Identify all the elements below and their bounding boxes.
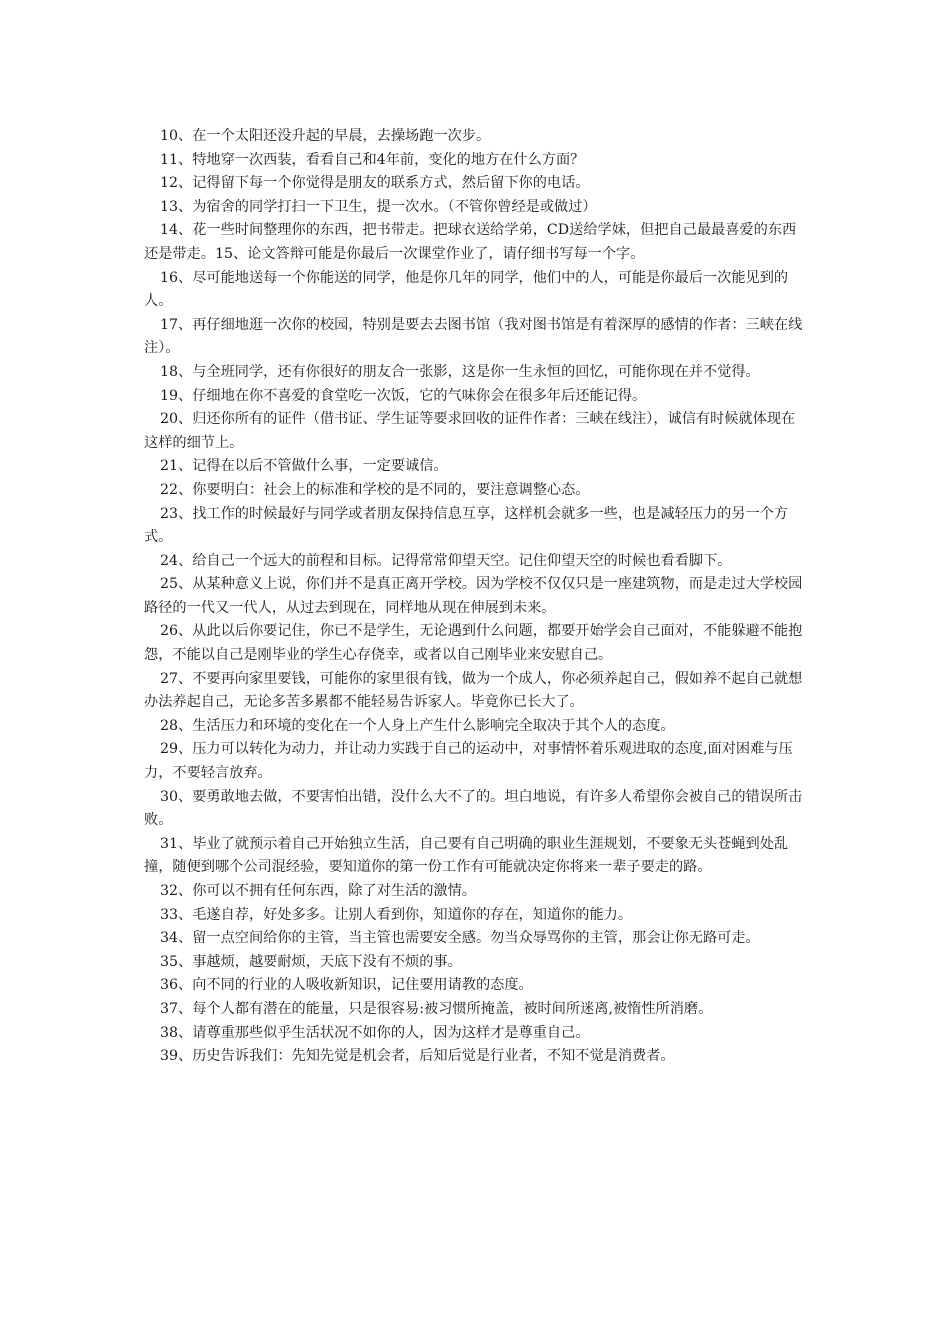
- paragraph-36: 36、向不同的行业的人吸收新知识，记住要用请教的态度。: [160, 977, 533, 994]
- paragraph-28: 28、生活压力和环境的变化在一个人身上产生什么影响完全取决于其个人的态度。: [160, 717, 675, 734]
- paragraph-11: 11、特地穿一次西装，看看自己和4年前，变化的地方在什么方面？: [160, 151, 585, 168]
- paragraph-18: 18、与全班同学，还有你很好的朋友合一张影，这是你一生永恒的回忆，可能你现在并不觉得。: [160, 363, 760, 380]
- paragraph-30: 30、要勇敢地去做，不要害怕出错，没什么大不了的。坦白地说，有许多人希望你会被自己的错误所击败。: [144, 788, 803, 829]
- paragraph-13: 13、为宿舍的同学打扫一下卫生，提一次水。（不管你曾经是或做过）: [160, 198, 597, 215]
- paragraph-33: 33、毛遂自荐，好处多多。让别人看到你，知道你的存在，知道你的能力。: [160, 906, 633, 923]
- document-body: [144, 125, 804, 1069]
- paragraph-29: 29、压力可以转化为动力，并让动力实践于自己的运动中，对事情怀着乐观进取的态度,面对困难与压力，不要轻言放弃。: [144, 741, 793, 782]
- paragraph-34: 34、留一点空间给你的主管，当主管也需要安全感。勿当众辱骂你的主管，那会让你无路可走。: [160, 930, 760, 947]
- paragraph-37: 37、每个人都有潜在的能量，只是很容易:被习惯所掩盖，被时间所迷离,被惰性所消磨。: [160, 1000, 713, 1017]
- paragraph-32: 32、你可以不拥有任何东西，除了对生活的激情。: [160, 883, 476, 899]
- paragraph-31: 31、毕业了就预示着自己开始独立生活，自己要有自己明确的职业生涯规划，不要象无头苍蝇到处乱撞，随便到哪个公司混经验，要知道你的第一份工作有可能就决定你将来一辈子要走的路。: [144, 835, 789, 876]
- paragraph-17: 17、再仔细地逛一次你的校园，特别是要去去图书馆（我对图书馆是有着深厚的感情的作者：三峡在线注）。: [144, 316, 803, 357]
- paragraph-22: 22、你要明白：社会上的标准和学校的是不同的，要注意调整心态。: [160, 481, 590, 498]
- paragraph-38: 38、请尊重那些似乎生活状况不如你的人，因为这样才是尊重自己。: [160, 1024, 590, 1041]
- paragraph-39: 39、历史告诉我们：先知先觉是机会者，后知后觉是行业者，不知不觉是消费者。: [160, 1048, 675, 1065]
- paragraph-19: 19、仔细地在你不喜爱的食堂吃一次饭，它的气味你会在很多年后还能记得。: [160, 387, 647, 404]
- paragraph-20: 20、归还你所有的证件（借书证、学生证等要求回收的证件作者：三峡在线注），诚信有时候就体现在这样的细节上。: [144, 411, 796, 451]
- paragraph-14-15: 14、花一些时间整理你的东西，把书带走。把球衣送给学弟，CD送给学妹，但把自己最最喜爱的东西还是带走。15、论文答辩可能是你最后一次课堂作业了，请仔细书写每一个字。: [144, 222, 797, 262]
- paragraph-26: 26、从此以后你要记住，你已不是学生，无论遇到什么问题，都要开始学会自己面对，不能躲避不能抱怨，不能以自己是刚毕业的学生心存侥幸，或者以自己刚毕业来安慰自己。: [144, 623, 803, 664]
- paragraph-24: 24、给自己一个远大的前程和目标。记得常常仰望天空。记住仰望天空的时候也看看脚下。: [160, 552, 732, 569]
- paragraph-35: 35、事越烦，越要耐烦，天底下没有不烦的事。: [160, 953, 462, 970]
- paragraph-25: 25、从某种意义上说，你们并不是真正离开学校。因为学校不仅仅只是一座建筑物，而是走过大学校园路径的一代又一代人，从过去到现在，同样地从现在伸展到未来。: [144, 576, 803, 616]
- paragraph-23: 23、找工作的时候最好与同学或者朋友保持信息互享，这样机会就多一些，也是减轻压力的另一个方式。: [144, 505, 789, 546]
- paragraph-21: 21、记得在以后不管做什么事，一定要诚信。: [160, 458, 448, 475]
- paragraph-12: 12、记得留下每一个你觉得是朋友的联系方式，然后留下你的电话。: [160, 175, 590, 192]
- paragraph-16: 16、尽可能地送每一个你能送的同学，他是你几年的同学，他们中的人，可能是你最后一次能见到的人。: [144, 269, 789, 310]
- paragraph-27: 27、不要再向家里要钱，可能你的家里很有钱，做为一个成人，你必须养起自己，假如养不起自己就想办法养起自己，无论多苦多累都不能轻易告诉家人。毕竟你已长大了。: [144, 670, 803, 711]
- paragraph-10: 10、在一个太阳还没升起的早晨，去操场跑一次步。: [160, 128, 491, 144]
